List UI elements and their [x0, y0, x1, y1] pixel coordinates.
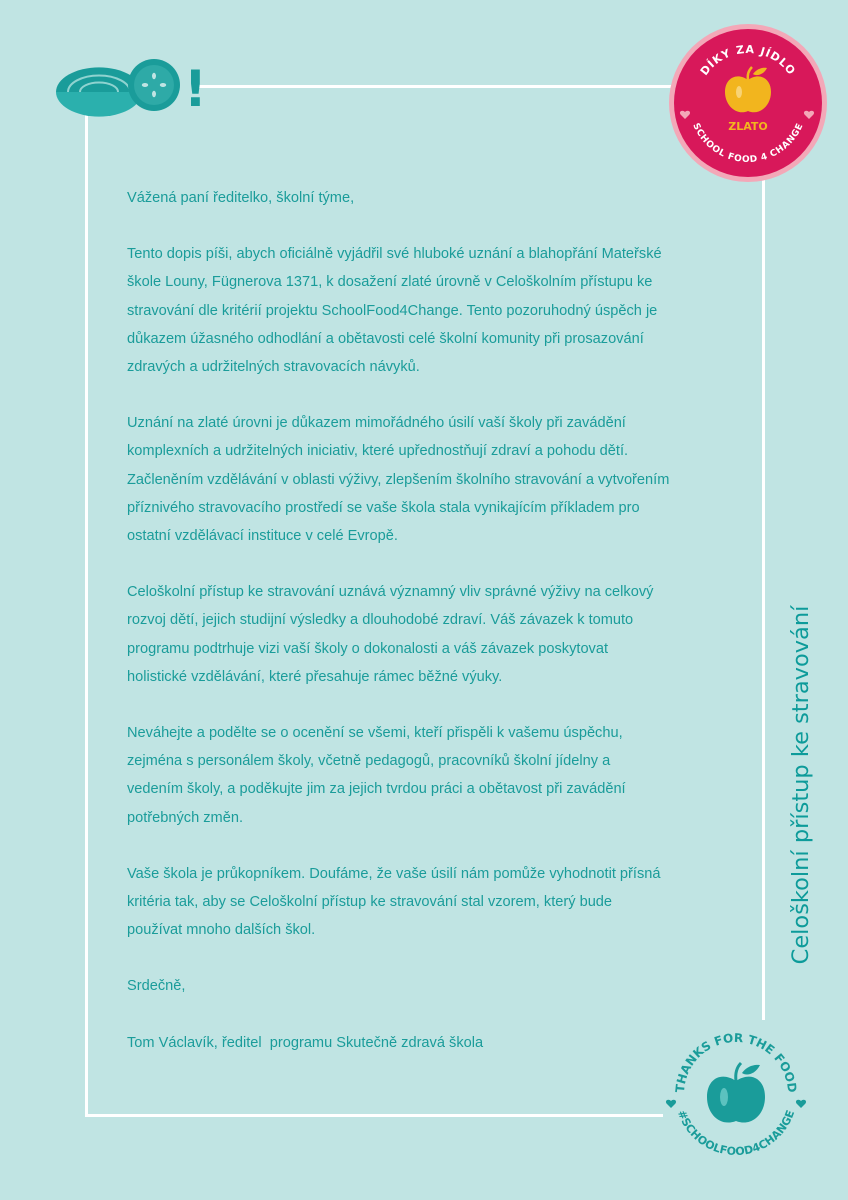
letter-line: kritéria tak, aby se Celoškolní přístup ke stravování stal vzorem, který bude: [127, 894, 613, 911]
letter-line: Neváhejte a podělte se o ocenění se všemi, kteří přispěli k vašemu úspěchu,: [127, 725, 623, 742]
heart-icon: [796, 1100, 806, 1108]
frame-left-line: [85, 85, 88, 1117]
letter-paragraph: [127, 409, 727, 550]
letter-paragraph: [127, 860, 727, 945]
letter-line: používat mnoho dalších škol.: [127, 922, 316, 939]
letter-line: holistické vzdělávání, které přesahuje rámec běžné výuky.: [127, 668, 503, 685]
gold-badge-level: ZLATO: [728, 120, 768, 133]
letter-line: vedením školy, a poděkujte jim za jejich tvrdou práci a obětavost při zavádění: [127, 781, 626, 798]
letter-paragraph: [127, 240, 727, 381]
letter-line: Tento dopis píši, abych oficiálně vyjádřil své hluboké uznání a blahopřání Mateřské: [127, 246, 662, 263]
letter-line: škole Louny, Fügnerova 1371, k dosažení zlaté úrovně v Celoškolním přístupu ke: [127, 274, 653, 291]
logo-exclamation: !: [184, 60, 207, 118]
thanks-badge-top-text: THANKS FOR THE FOOD: [672, 1030, 800, 1094]
gold-badge-bottom-text: SCHOOL FOOD 4 CHANGE: [690, 121, 806, 166]
letter-paragraph: [127, 578, 727, 691]
apple-icon: [707, 1063, 765, 1123]
letter-line: programu podtrhuje vizi vaší školy o dokonalosti a váš závazek poskytovat: [127, 640, 609, 657]
heart-icon: [666, 1100, 676, 1108]
letter-body: [127, 184, 727, 1057]
letter-line: komplexních a udržitelných iniciativ, které upřednostňují zdraví a pohodu dětí.: [127, 443, 629, 460]
letter-paragraph: [127, 719, 727, 832]
letter-line: potřebných změn.: [127, 809, 244, 826]
frame-bottom-line: [85, 1114, 663, 1117]
letter-salutation: Vážená paní ředitelko, školní týme,: [127, 190, 355, 206]
letter-line: ostatní vzdělávací instituce v celé Evropě.: [127, 528, 398, 545]
letter-line: Začleněním vzdělávání v oblasti výživy, zlepšením školního stravování a vytvořením: [127, 471, 670, 488]
letter-line: důkazem úžasného odhodlání a obětavosti celé školní komunity při prosazování: [127, 330, 644, 347]
food-logo-icon: [54, 52, 207, 118]
side-title: Celoškolní přístup ke stravování: [788, 605, 814, 965]
letter-line: Celoškolní přístup ke stravování uznává významný vliv správné výživy na celkový: [127, 584, 654, 601]
letter-closing: Srdečně,: [127, 978, 186, 995]
frame-top-line: [199, 85, 672, 88]
thanks-badge-bottom-text: #SCHOOLFOOD4CHANGE: [674, 1108, 798, 1159]
letter-line: zejména s personálem školy, včetně pedagogů, pracovníků školní jídelny a: [127, 753, 611, 770]
frame-right-line: [762, 165, 765, 1020]
gold-award-badge: [667, 22, 829, 184]
letter-line: Vaše škola je průkopníkem. Doufáme, že vaše úsilí nám pomůže vyhodnotit přísná: [127, 865, 661, 882]
letter-signature: Tom Václavík, ředitel programu Skutečně zdravá škola: [127, 1034, 484, 1051]
letter-line: zdravých a udržitelných stravovacích návyků.: [127, 359, 420, 376]
gold-badge-top-text: DÍKY ZA JÍDLO: [697, 42, 799, 78]
letter-line: stravování dle kritérií projektu SchoolFood4Change. Tento pozoruhodný úspěch je: [127, 302, 658, 319]
letter-line: Uznání na zlaté úrovni je důkazem mimořádného úsilí vaší školy při zavádění: [127, 415, 626, 432]
letter-line: příznivého stravovacího prostředí se vaše škola stala vynikajícím příkladem pro: [127, 499, 640, 516]
letter-line: rozvoj dětí, jejich studijní výsledky a dlouhodobé zdraví. Váš závazek k tomuto: [127, 612, 634, 629]
